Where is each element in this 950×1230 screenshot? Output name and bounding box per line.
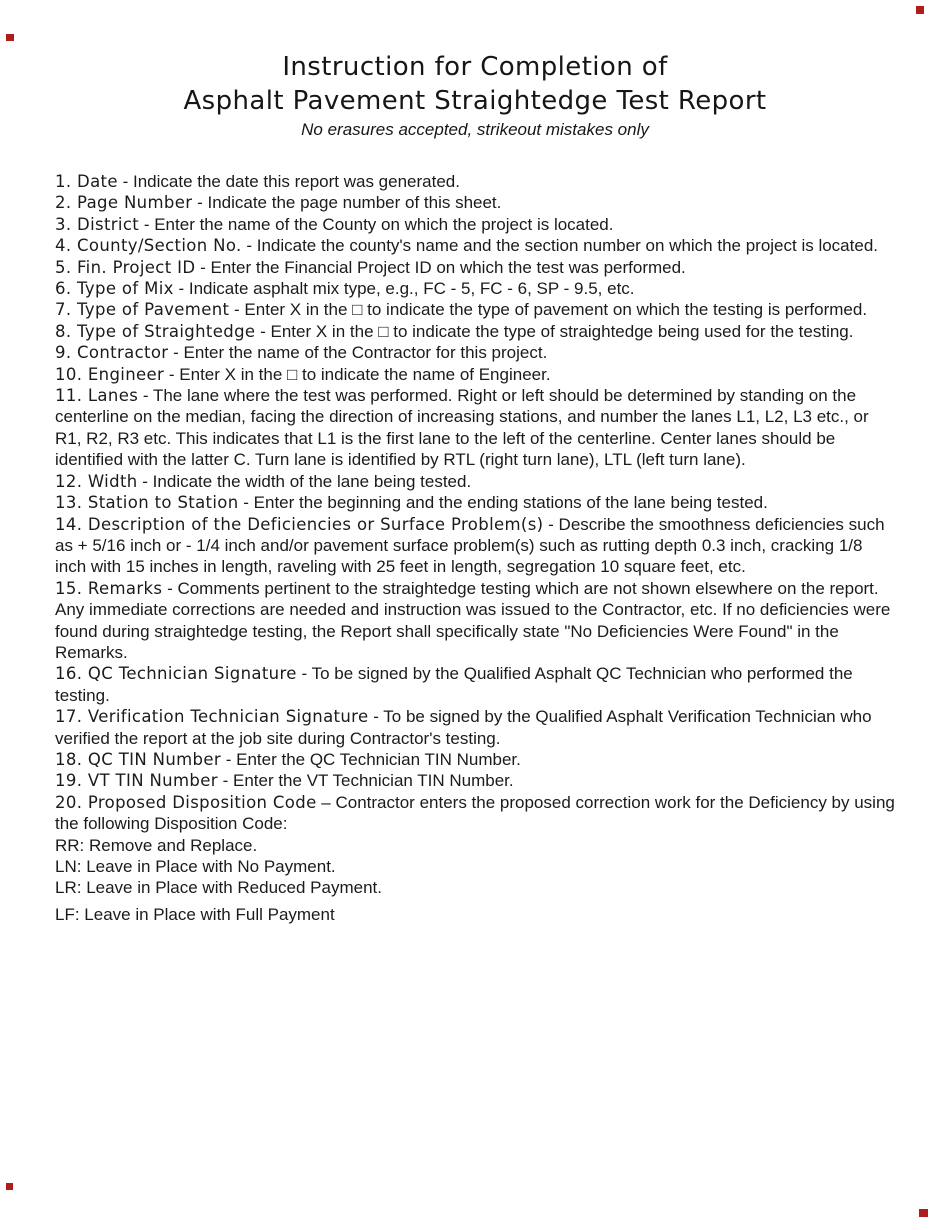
disposition-text: Leave in Place with Full Payment xyxy=(79,904,335,924)
disposition-code-line-ln xyxy=(55,856,895,877)
document-title-line2: Asphalt Pavement Straightedge Test Report xyxy=(183,86,767,116)
item-text: - Comments pertinent to the straightedge testing which are not shown elsewhere on the report. Any immediate corrections are needed and instruction was issued to the Contractor, etc. If no deficiencies were found during straightedge testing, the Report shall specifically state "No Deficiencies Were Found" in the Remarks. xyxy=(55,578,891,662)
corner-mark-bottom-right xyxy=(919,1209,928,1217)
item-head: 18. QC TIN Number xyxy=(55,749,222,769)
item-text: - Enter the VT Technician TIN Number. xyxy=(217,771,514,791)
instruction-item-18 xyxy=(55,749,895,770)
item-text: - The lane where the test was performed. Right or left should be determined by standing on the centerline on the median, facing the direction of increasing stations, and number the lanes L1, L2, L3 etc., or R1, R2, R3 etc. This indicates that L1 is the first lane to the left of the centerline. Center lanes should be identified with the latter C. Turn lane is identified by RTL (right turn lane), LTL (left turn lane). xyxy=(55,386,869,470)
instruction-item-12 xyxy=(55,471,895,492)
instruction-item-2 xyxy=(55,192,895,213)
instruction-item-15 xyxy=(55,578,895,664)
item-text: - Indicate the date this report was generated. xyxy=(117,172,460,191)
item-text: - Describe the smoothness deficiencies such as + 5/16 inch or - 1/4 inch and/or pavement surface problem(s) such as rutting depth 0.3 inch, cracking 1/8 inch with 15 inches in length, raveling with 25 feet in length, segregation 10 square feet, etc. xyxy=(55,514,885,577)
item-head: 2. Page Number xyxy=(55,193,193,213)
item-head: 7. Type of Pavement xyxy=(55,300,230,320)
instruction-item-6 xyxy=(55,278,895,299)
disposition-code: LN: xyxy=(55,857,82,876)
instruction-item-17 xyxy=(55,706,895,749)
instruction-item-1 xyxy=(55,171,895,192)
document-subtitle: No erasures accepted, strikeout mistakes only xyxy=(301,120,649,139)
item-head: 9. Contractor xyxy=(55,343,169,363)
item-head: 12. Width xyxy=(55,471,138,491)
item-text: - Enter the beginning and the ending stations of the lane being tested. xyxy=(238,493,768,513)
instruction-item-5 xyxy=(55,257,895,278)
item-head: 11. Lanes xyxy=(55,386,139,406)
item-text: - Enter the name of the Contractor for this project. xyxy=(168,343,548,363)
item-text: - Indicate the county's name and the section number on which the project is located. xyxy=(241,236,878,256)
instruction-item-16 xyxy=(55,663,895,706)
disposition-text: Leave in Place with No Payment. xyxy=(81,857,336,876)
instruction-item-13 xyxy=(55,492,895,513)
disposition-code-line-rr xyxy=(55,835,895,856)
item-head: 3. District xyxy=(55,214,140,234)
item-head: 14. Description of the Deficiencies or Surface Problem(s) xyxy=(55,514,544,534)
item-text: - Enter X in the □ to indicate the name of Engineer. xyxy=(164,364,551,384)
instruction-item-3 xyxy=(55,214,895,235)
disposition-text: Leave in Place with Reduced Payment. xyxy=(81,878,382,898)
item-head: 16. QC Technician Signature xyxy=(55,664,297,684)
item-text: - To be signed by the Qualified Asphalt QC Technician who performed the testing. xyxy=(55,664,853,705)
item-head: 13. Station to Station xyxy=(55,493,239,513)
item-head: 6. Type of Mix xyxy=(55,279,174,299)
item-head: 15. Remarks xyxy=(55,578,163,598)
document-title-line1: Instruction for Completion of xyxy=(282,52,668,82)
item-head: 10. Engineer xyxy=(55,364,165,384)
instruction-list xyxy=(55,171,895,925)
item-text: - To be signed by the Qualified Asphalt Verification Technician who verified the report at the job site during Contractor's testing. xyxy=(55,707,872,748)
item-head: 5. Fin. Project ID xyxy=(55,257,196,277)
corner-mark-top-right xyxy=(916,6,924,14)
disposition-code: RR: xyxy=(55,835,85,855)
instruction-item-8 xyxy=(55,321,895,342)
item-text: - Enter X in the □ to indicate the type of pavement on which the testing is performed. xyxy=(229,300,868,320)
item-head: 20. Proposed Disposition Code xyxy=(55,792,317,812)
item-text: - Indicate the page number of this sheet. xyxy=(192,193,502,213)
disposition-code-line-lf xyxy=(55,904,895,925)
item-text: - Indicate the width of the lane being tested. xyxy=(137,471,472,491)
item-text: - Enter the QC Technician TIN Number. xyxy=(221,749,521,769)
disposition-code: LF: xyxy=(55,904,80,924)
item-head: 17. Verification Technician Signature xyxy=(55,707,369,727)
corner-mark-top-left xyxy=(6,34,14,41)
disposition-text: Remove and Replace. xyxy=(84,835,258,855)
instruction-item-4 xyxy=(55,235,895,256)
instruction-item-20 xyxy=(55,792,895,835)
instruction-item-11 xyxy=(55,385,895,471)
disposition-code: LR: xyxy=(55,878,82,898)
item-head: 4. County/Section No. xyxy=(55,236,242,256)
instruction-item-10 xyxy=(55,364,895,385)
item-head: 19. VT TIN Number xyxy=(55,771,218,791)
item-text: - Enter the Financial Project ID on which the test was performed. xyxy=(195,257,686,277)
instruction-item-7 xyxy=(55,299,895,320)
disposition-code-line-lr xyxy=(55,877,895,898)
title-block xyxy=(0,0,950,142)
instruction-item-19 xyxy=(55,770,895,791)
item-text: - Indicate asphalt mix type, e.g., FC - 5, FC - 6, SP - 9.5, etc. xyxy=(173,279,635,299)
item-head: 8. Type of Straightedge xyxy=(55,321,256,341)
item-head: 1. Date xyxy=(55,172,118,191)
item-text: - Enter the name of the County on which the project is located. xyxy=(139,214,614,234)
item-text: – Contractor enters the proposed correction work for the Deficiency by using the following Disposition Code: xyxy=(55,792,895,834)
item-text: - Enter X in the □ to indicate the type of straightedge being used for the testing. xyxy=(255,321,854,341)
instruction-item-14 xyxy=(55,514,895,578)
instruction-item-9 xyxy=(55,342,895,363)
corner-mark-bottom-left xyxy=(6,1183,13,1190)
